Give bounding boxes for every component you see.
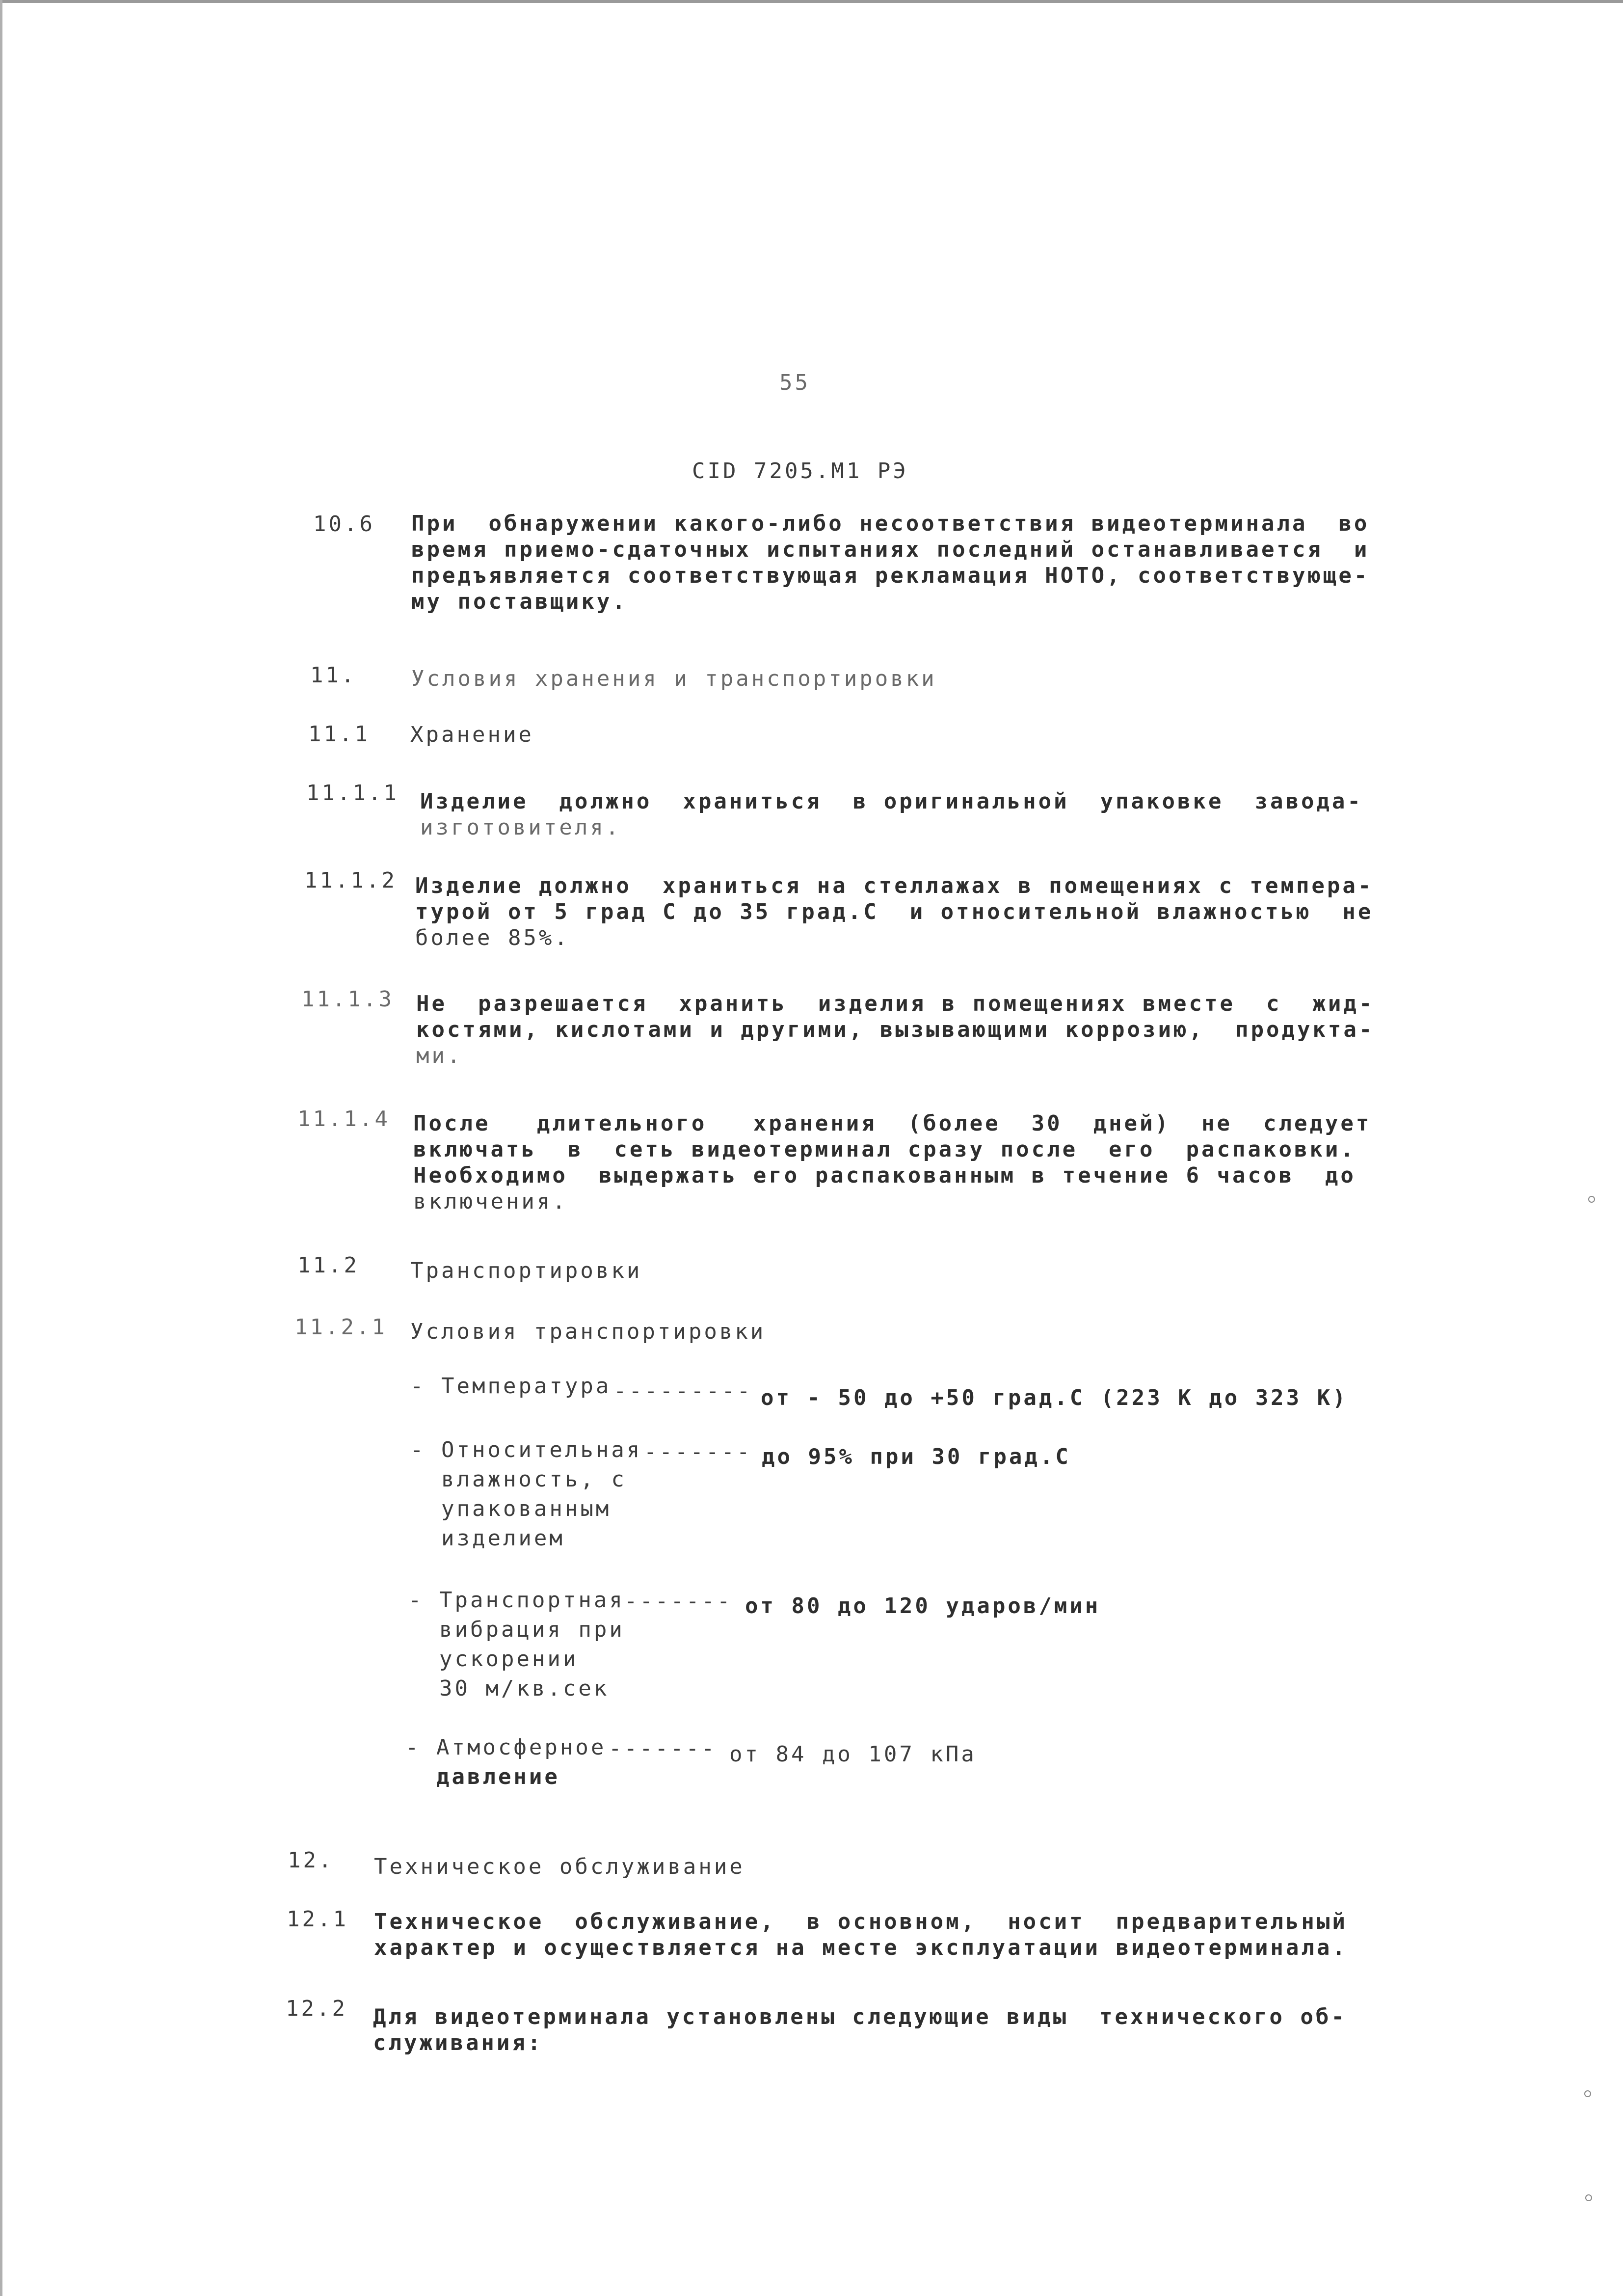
section-number-11-2: 11.2 xyxy=(297,1253,359,1278)
text-line: турой от 5 град С до 35 град.С и относительной влажностью не xyxy=(415,899,1374,924)
section-number-11: 11. xyxy=(310,663,357,688)
condition-leader-temperature: --------- xyxy=(613,1378,753,1404)
scan-speck xyxy=(1584,2090,1591,2097)
condition-value-temperature: от - 50 до +50 град.С (223 К до 323 К) xyxy=(761,1385,1348,1410)
page-number: 55 xyxy=(779,370,810,395)
text-line: Изделие должно храниться в оригинальной упаковке завода- xyxy=(420,789,1363,814)
section-heading-11-2-1 xyxy=(410,1319,766,1345)
text-line: Для видеотерминала установлены следующие виды технического об- xyxy=(373,2004,1347,2029)
condition-name-line: - Температура xyxy=(410,1374,612,1399)
condition-value-humidity: до 95% при 30 град.С xyxy=(762,1444,1071,1469)
section-number-12-2: 12.2 xyxy=(286,1996,347,2021)
section-number-12-1: 12.1 xyxy=(287,1907,348,1932)
text-line: костями, кислотами и другими, вызывающими коррозию, продукта- xyxy=(416,1017,1375,1042)
section-text-11-1-1 xyxy=(420,788,1363,840)
condition-name-line: - Транспортная xyxy=(408,1588,625,1613)
document-code: CID 7205.M1 РЭ xyxy=(692,459,908,484)
scan-speck xyxy=(1588,1196,1595,1203)
section-heading-11-2 xyxy=(410,1258,642,1284)
text-line: включать в сеть видеотерминал сразу после его распаковки. xyxy=(413,1137,1356,1162)
text-line: служивания: xyxy=(373,2030,543,2055)
section-heading-11-1 xyxy=(410,722,534,748)
scan-speck xyxy=(1585,2194,1592,2201)
condition-leader-humidity: ------- xyxy=(644,1439,752,1464)
text-line: включения. xyxy=(413,1189,568,1214)
condition-name-line: - Относительная xyxy=(410,1437,642,1462)
text-line: Техническое обслуживание, в основном, носит предварительный xyxy=(374,1909,1348,1934)
condition-leader-pressure: ------- xyxy=(609,1736,717,1761)
text-line: После длительного хранения (более 30 дней) не следует xyxy=(413,1111,1372,1136)
text-line: предъявляется соответствующая рекламация НОТО, соответствующе- xyxy=(411,563,1370,588)
text-line: изготовителя. xyxy=(420,815,621,840)
section-number-11-1-3: 11.1.3 xyxy=(301,987,394,1012)
condition-name-line: давление xyxy=(405,1764,560,1789)
text-line: ми. xyxy=(416,1043,463,1068)
section-text-11-1-3 xyxy=(416,991,1374,1069)
heading-text: Хранение xyxy=(410,722,534,747)
text-line: му поставщику. xyxy=(411,589,628,614)
condition-leader-vibration: ------- xyxy=(624,1589,733,1614)
condition-name-line: упакованным xyxy=(410,1496,612,1521)
text-line: Изделие должно храниться на стеллажах в помещениях с темпера- xyxy=(415,873,1374,898)
section-text-12-2 xyxy=(373,2004,1347,2056)
section-text-10-6 xyxy=(411,511,1369,615)
condition-name-pressure xyxy=(405,1733,606,1792)
condition-name-line: 30 м/кв.сек xyxy=(408,1676,610,1701)
section-number-11-1-2: 11.1.2 xyxy=(304,868,397,893)
condition-value-vibration: от 80 до 120 ударов/мин xyxy=(745,1594,1101,1619)
condition-name-line: вибрация при xyxy=(408,1617,625,1642)
section-text-11-1-4 xyxy=(413,1110,1371,1215)
condition-name-line: - Атмосферное xyxy=(405,1735,607,1760)
heading-text: Условия хранения и транспортировки xyxy=(411,666,937,691)
text-line: время приемо-сдаточных испытаниях последний останавливается и xyxy=(411,537,1370,562)
page-edge-top xyxy=(0,0,1623,3)
section-text-11-1-2 xyxy=(415,873,1373,951)
condition-name-temperature xyxy=(410,1372,611,1401)
section-text-12-1 xyxy=(374,1909,1348,1961)
condition-name-line: влажность, с xyxy=(410,1467,627,1492)
text-line: Необходимо выдержать его распакованным в течение 6 часов до xyxy=(413,1163,1356,1188)
condition-name-vibration xyxy=(408,1586,625,1703)
section-number-11-1-1: 11.1.1 xyxy=(306,781,399,806)
section-number-10-6: 10.6 xyxy=(313,512,375,537)
text-line: более 85%. xyxy=(415,925,570,950)
text-line: Не разрешается хранить изделия в помещениях вместе с жид- xyxy=(416,991,1375,1016)
section-number-11-1: 11.1 xyxy=(308,722,370,747)
heading-text: Техническое обслуживание xyxy=(374,1854,745,1879)
condition-name-humidity xyxy=(410,1435,642,1553)
condition-name-line: ускорении xyxy=(408,1647,579,1672)
text-line: характер и осуществляется на месте эксплуатации видеотерминала. xyxy=(374,1935,1348,1960)
section-heading-11 xyxy=(411,666,937,692)
section-number-12: 12. xyxy=(288,1848,334,1873)
condition-name-line: изделием xyxy=(410,1526,565,1551)
section-number-11-2-1: 11.2.1 xyxy=(294,1315,387,1340)
heading-text: Транспортировки xyxy=(410,1258,642,1283)
section-heading-12 xyxy=(374,1854,745,1880)
condition-value-pressure: от 84 до 107 кПа xyxy=(729,1742,977,1767)
section-number-11-1-4: 11.1.4 xyxy=(297,1107,390,1132)
heading-text: Условия транспортировки xyxy=(410,1319,766,1344)
page-edge-left xyxy=(0,0,2,2296)
text-line: При обнаружении какого-либо несоответствия видеотерминала во xyxy=(411,511,1370,536)
